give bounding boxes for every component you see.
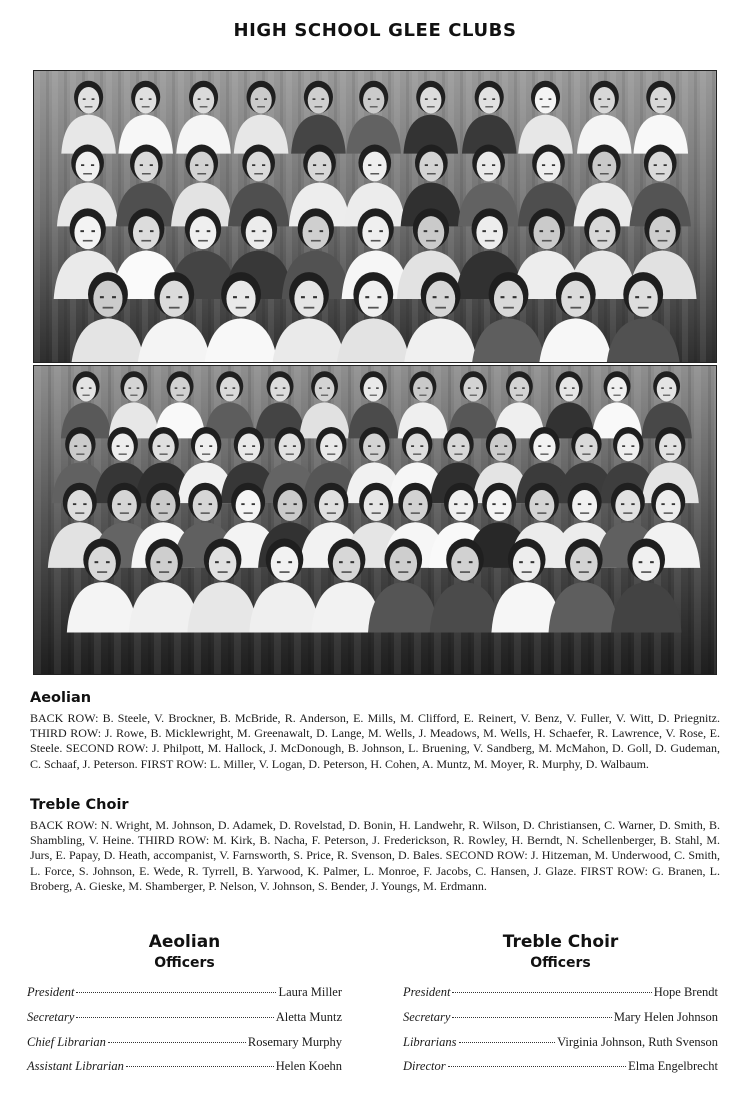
aeolian-officers-heading: Aeolian [148,932,221,952]
officer-name: Helen Koehn [275,1059,342,1074]
aeolian-officers-subheading: Officers [154,955,215,971]
officer-name: Rosemary Murphy [247,1034,342,1049]
officer-name: Elma Engelbrecht [628,1059,718,1074]
treble-choir-roster: BACK ROW: N. Wright, M. Johnson, D. Adamek, D. Rovelstad, D. Bonin, H. Landwehr, R. Wilson, D. Christiansen, C. Warner, D. Smith, B. Shambling, V. Heine. THIRD ROW: M. Kirk, B. Nacha, F. Peterson, J. Frederickson, R. Rowley, H. Berndt, N. Schellenberger, B. Stahl, M. Jurs, E. Papay, D. Heath, accompanist, V. Farnsworth, S. Price, R. Svenson, D. Bales. SECOND ROW: J. Hitzeman, M. Underwood, C. Smith, L. Force, S. Johnson, E. Wede, R. Tyrrell, B. Yarwood, K. Palmer, L. Monroe, F. Jacobs, C. Hansen, J. Glaze. FIRST ROW: G. Branen, L. Broberg, A. Gieske, M. Shamberger, P. Nelson, V. Johnson, S. Bender, J. Youngs, M. Erdmann. [30,818,720,893]
officer-title: Secretary [27,1009,75,1024]
officer-row [27,1010,342,1035]
dot-leader [452,992,651,993]
aeolian-section-title: Aeolian [30,690,92,706]
officer-title: Secretary [403,1009,451,1024]
aeolian-roster: BACK ROW: B. Steele, V. Brockner, B. McBride, R. Anderson, E. Mills, M. Clifford, E. Reinert, V. Benz, V. Fuller, V. Witt, D. Priegnitz. THIRD ROW: J. Rowe, B. Micklewright, M. Greenawalt, D. Lange, M. Wells, J. Meadows, M. Wells, H. Schaefer, R. Lawrence, V. Rose, E. Steele. SECOND ROW: J. Philpott, M. Hallock, J. McDonough, B. Johnson, L. Bruening, V. Sandberg, M. McMahon, D. Goll, D. Gudeman, C. Schaaf, J. Peterson. FIRST ROW: L. Miller, V. Logan, D. Peterson, H. Cohen, A. Muntz, M. Moyer, R. Murphy, D. Walbaum. [30,711,720,771]
officer-title: President [403,985,451,999]
officer-name: Laura Miller [278,985,342,999]
officer-row [27,1059,342,1084]
officer-row [27,985,342,1010]
dot-leader [126,1066,274,1067]
treble-choir-section-title: Treble Choir [30,797,129,813]
officer-name: Hope Brendt [653,985,718,999]
dot-leader [76,992,276,993]
dot-leader [452,1017,611,1018]
officer-row [403,1035,718,1060]
treble-choir-officers-subheading: Officers [530,955,591,971]
aeolian-officers [27,932,342,1084]
officer-row [403,1059,718,1084]
officer-title: President [27,985,75,999]
dot-leader [459,1042,556,1043]
officer-row [403,1010,718,1035]
officer-title: Chief Librarian [27,1034,106,1049]
page-title: HIGH SCHOOL GLEE CLUBS [233,20,517,41]
dot-leader [76,1017,273,1018]
aeolian-group-photo [33,70,717,363]
officer-row [27,1035,342,1060]
dot-leader [448,1066,627,1067]
officer-name: Aletta Muntz [275,1009,342,1024]
dot-leader [108,1042,246,1043]
officer-name: Virginia Johnson, Ruth Svenson [557,1034,718,1049]
officer-row [403,985,718,1010]
treble-choir-group-photo [33,365,717,675]
officer-title: Librarians [403,1034,457,1049]
treble-choir-officers [403,932,718,1084]
officer-title: Assistant Librarian [27,1059,124,1074]
officer-name: Mary Helen Johnson [613,1009,718,1024]
officer-title: Director [403,1059,446,1074]
treble-choir-officers-heading: Treble Choir [502,932,619,952]
